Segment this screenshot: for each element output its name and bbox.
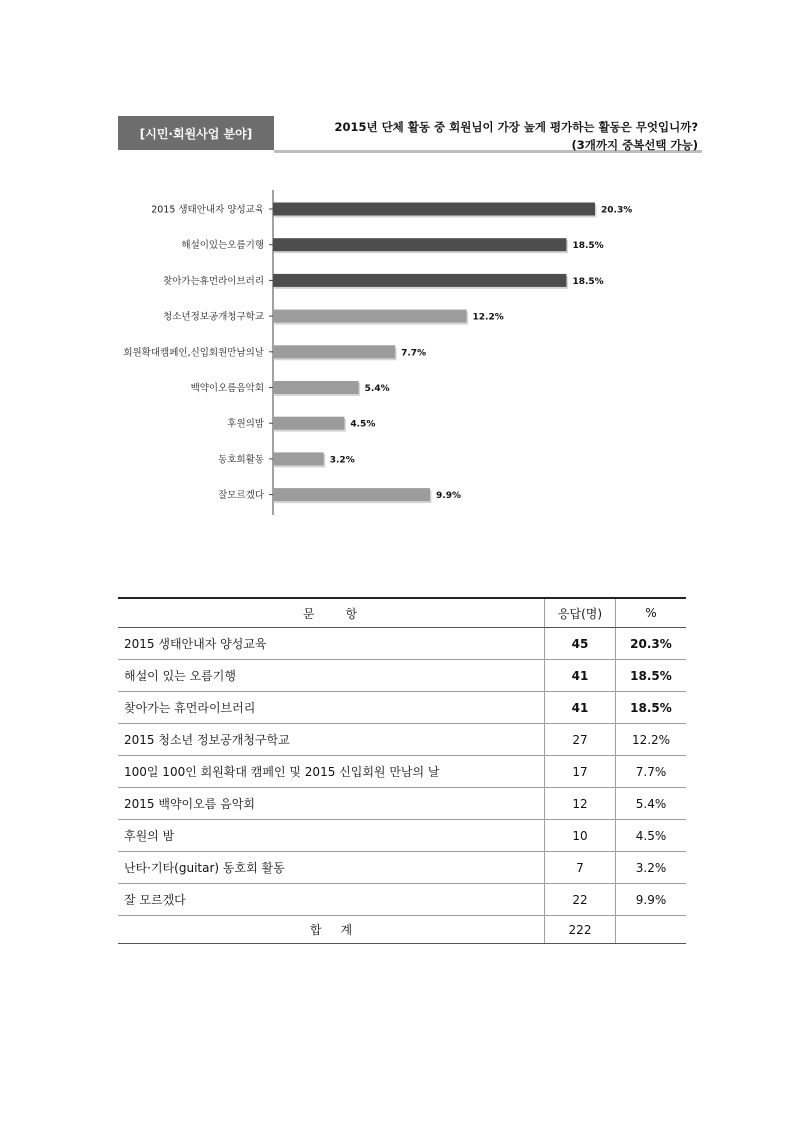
table-cell-item: 2015 백약이오름 음악회 [118,788,545,820]
total-row [118,916,686,944]
table-cell-item: 2015 생태안내자 양성교육 [118,628,545,660]
value-label: 7.7% [401,348,427,359]
category-label: 2015 생태안내자 양성교육 [151,204,264,216]
table-cell-percent: 9.9% [616,884,687,916]
question-line-1: 2015년 단체 활동 중 회원님이 가장 높게 평가하는 활동은 무엇입니까? [334,120,698,134]
header-count: 응답(명) [545,598,616,628]
value-label: 4.5% [350,419,376,430]
table-cell-percent: 18.5% [616,692,687,724]
category-label: 잘모르겠다 [218,490,264,502]
bar [273,452,324,465]
table-row [118,788,686,820]
header-percent: % [616,598,687,628]
table-row [118,884,686,916]
question-line-2: (3개까지 중복선택 가능) [571,138,698,152]
value-label: 18.5% [572,241,604,252]
table-cell-item: 2015 청소년 정보공개청구학교 [118,724,545,756]
value-label: 9.9% [436,491,462,502]
table-row [118,628,686,660]
value-label: 3.2% [329,455,355,466]
table-row [118,756,686,788]
table-cell-item: 100일 100인 회원확대 캠페인 및 2015 신입회원 만남의 날 [118,756,545,788]
table-cell-item: 후원의 밤 [118,820,545,852]
table-row [118,660,686,692]
table-row [118,820,686,852]
table-cell-count: 27 [545,724,616,756]
value-label: 5.4% [364,384,390,394]
bar [273,274,566,287]
table-cell-count: 10 [545,820,616,852]
bar-chart [0,0,800,560]
table-cell-item: 난타·기타(guitar) 동호회 활동 [118,852,545,884]
table-cell-count: 41 [545,660,616,692]
table-cell-percent: 20.3% [616,628,687,660]
value-label: 12.2% [472,312,504,323]
category-label: 해설이있는오름기행 [181,240,264,252]
table-cell-percent: 5.4% [616,788,687,820]
table-row [118,852,686,884]
value-label: 18.5% [572,276,604,287]
category-label: 청소년정보공개청구학교 [163,311,264,323]
table-cell-item: 잘 모르겠다 [118,884,545,916]
category-label: 동호회활동 [218,454,264,466]
table-cell-percent: 12.2% [616,724,687,756]
table-cell-percent: 3.2% [616,852,687,884]
table-cell-count: 45 [545,628,616,660]
bar [273,310,467,323]
bar [273,417,344,430]
value-label: 20.3% [601,205,633,216]
bar [273,238,566,251]
table-cell-percent: 4.5% [616,820,687,852]
table-cell-count: 12 [545,788,616,820]
total-label: 합 계 [118,916,545,944]
table-cell-percent: 7.7% [616,756,687,788]
section-tag: [시민·회원사업 분야] [118,116,274,150]
table-cell-item: 해설이 있는 오름기행 [118,660,545,692]
table-cell-percent: 18.5% [616,660,687,692]
header-item: 문 항 [118,598,545,628]
results-table [118,597,686,944]
bar [273,345,395,358]
category-label: 회원확대캠페인,신입회원만남의날 [123,347,264,359]
table-cell-count: 17 [545,756,616,788]
total-count: 222 [545,916,616,944]
total-percent [616,916,687,944]
bar [273,488,430,501]
table-header-row [118,598,686,628]
table-row [118,724,686,756]
bar [273,203,595,216]
category-label: 찾아가는휴먼라이브러리 [163,275,264,287]
bar [273,381,359,394]
table-cell-count: 22 [545,884,616,916]
table-cell-count: 7 [545,852,616,884]
category-label: 백약이오름음악회 [190,383,264,394]
table-cell-count: 41 [545,692,616,724]
category-label: 후원의밤 [227,418,264,430]
table-cell-item: 찾아가는 휴먼라이브러리 [118,692,545,724]
table-row [118,692,686,724]
